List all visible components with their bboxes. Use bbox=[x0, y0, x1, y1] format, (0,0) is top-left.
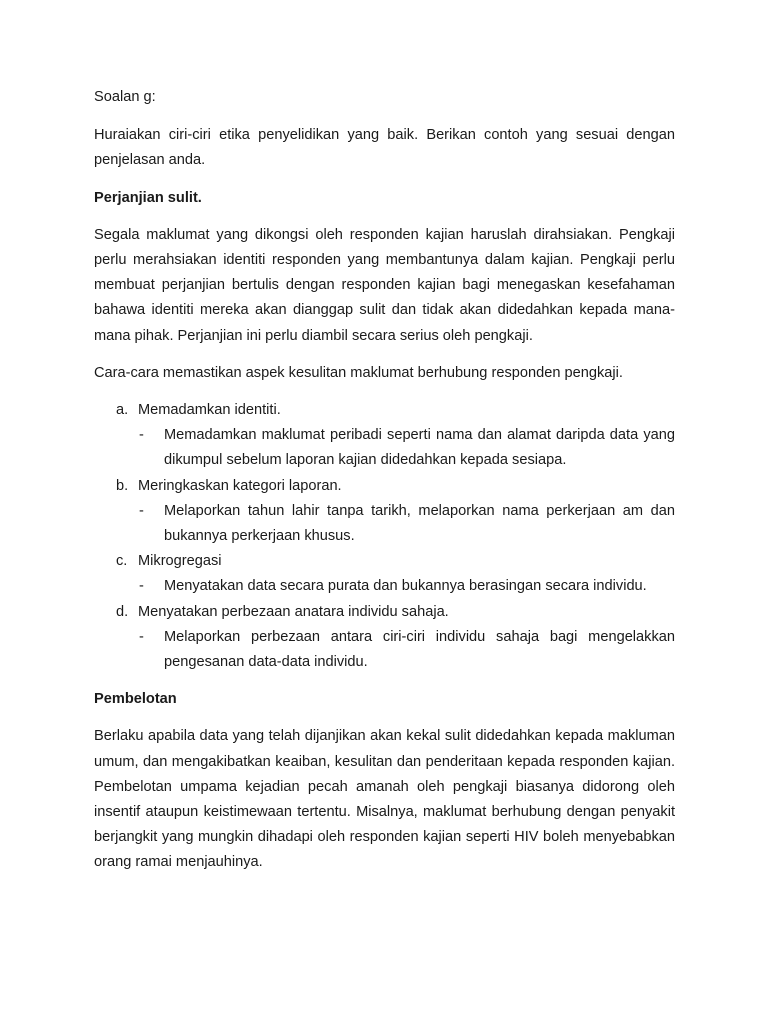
list-item-title: Meringkaskan kategori laporan. bbox=[138, 477, 342, 494]
dash-marker: - bbox=[139, 502, 144, 519]
list-item-detail bbox=[139, 423, 675, 473]
list-item-detail-text: Menyatakan data secara purata dan bukannya berasingan secara individu. bbox=[164, 578, 647, 595]
document-page bbox=[94, 85, 675, 888]
list-item bbox=[94, 600, 675, 676]
list-item bbox=[94, 474, 675, 550]
list-item-title: Memadamkan identiti. bbox=[138, 402, 281, 419]
dash-marker: - bbox=[139, 628, 144, 645]
question-text: Huraiakan ciri-ciri etika penyelidikan yang baik. Berikan contoh yang sesuai dengan penjelasan anda. bbox=[94, 127, 675, 169]
list-item-title: Mikrogregasi bbox=[138, 553, 222, 570]
list-marker: d. bbox=[116, 603, 129, 620]
list-item-title: Menyatakan perbezaan anatara individu sahaja. bbox=[138, 603, 449, 620]
list-item-detail-text: Melaporkan tahun lahir tanpa tarikh, melaporkan nama perkerjaan am dan bukannya perkerjaan khusus. bbox=[164, 502, 675, 545]
section-paragraph-betrayal: Berlaku apabila data yang telah dijanjikan akan kekal sulit didedahkan kepada makluman umum, dan mengakibatkan keaiban, kesulitan dan penderitaan kepada responden kajian. Pembelotan umpama kejadian pecah amanah oleh pengkaji biasanya didorong oleh insentif ataupun keistimewaan tertentu. Misalnya, maklumat berhubung dengan penyakit berjangkit yang mungkin dihadapi oleh responden kajian seperti HIV boleh menyebabkan orang ramai menjauhinya. bbox=[94, 728, 675, 871]
list-marker: b. bbox=[116, 477, 129, 494]
confidentiality-methods-list bbox=[94, 398, 675, 675]
section-heading-betrayal: Pembelotan bbox=[94, 691, 177, 708]
list-item-detail-text: Melaporkan perbezaan antara ciri-ciri individu sahaja bagi mengelakkan pengesanan data-data individu. bbox=[164, 628, 675, 671]
dash-marker: - bbox=[139, 427, 144, 444]
list-item bbox=[94, 549, 675, 599]
dash-marker: - bbox=[139, 578, 144, 595]
section-heading-confidentiality: Perjanjian sulit. bbox=[94, 189, 202, 206]
list-marker: c. bbox=[116, 553, 128, 570]
list-item bbox=[94, 398, 675, 474]
list-item-detail bbox=[139, 499, 675, 549]
list-marker: a. bbox=[116, 402, 129, 419]
list-intro: Cara-cara memastikan aspek kesulitan maklumat berhubung responden pengkaji. bbox=[94, 364, 623, 381]
list-item-detail-text: Memadamkan maklumat peribadi seperti nama dan alamat daripda data yang dikumpul sebelum laporan kajian didedahkan kepada sesiapa. bbox=[164, 427, 675, 469]
question-label: Soalan g: bbox=[94, 89, 156, 105]
list-item-detail bbox=[139, 574, 675, 599]
section-paragraph-confidentiality: Segala maklumat yang dikongsi oleh responden kajian haruslah dirahsiakan. Pengkaji perlu merahsiakan identiti responden yang membantunya dalam kajian. Pengkaji perlu membuat perjanjian bertulis dengan responden kajian bagi menegaskan kesefahaman bahawa identiti mereka akan dianggap sulit dan tidak akan didedahkan kepada mana-mana pihak. Perjanjian ini perlu diambil secara serius oleh pengkaji. bbox=[94, 226, 675, 344]
list-item-detail bbox=[139, 625, 675, 675]
